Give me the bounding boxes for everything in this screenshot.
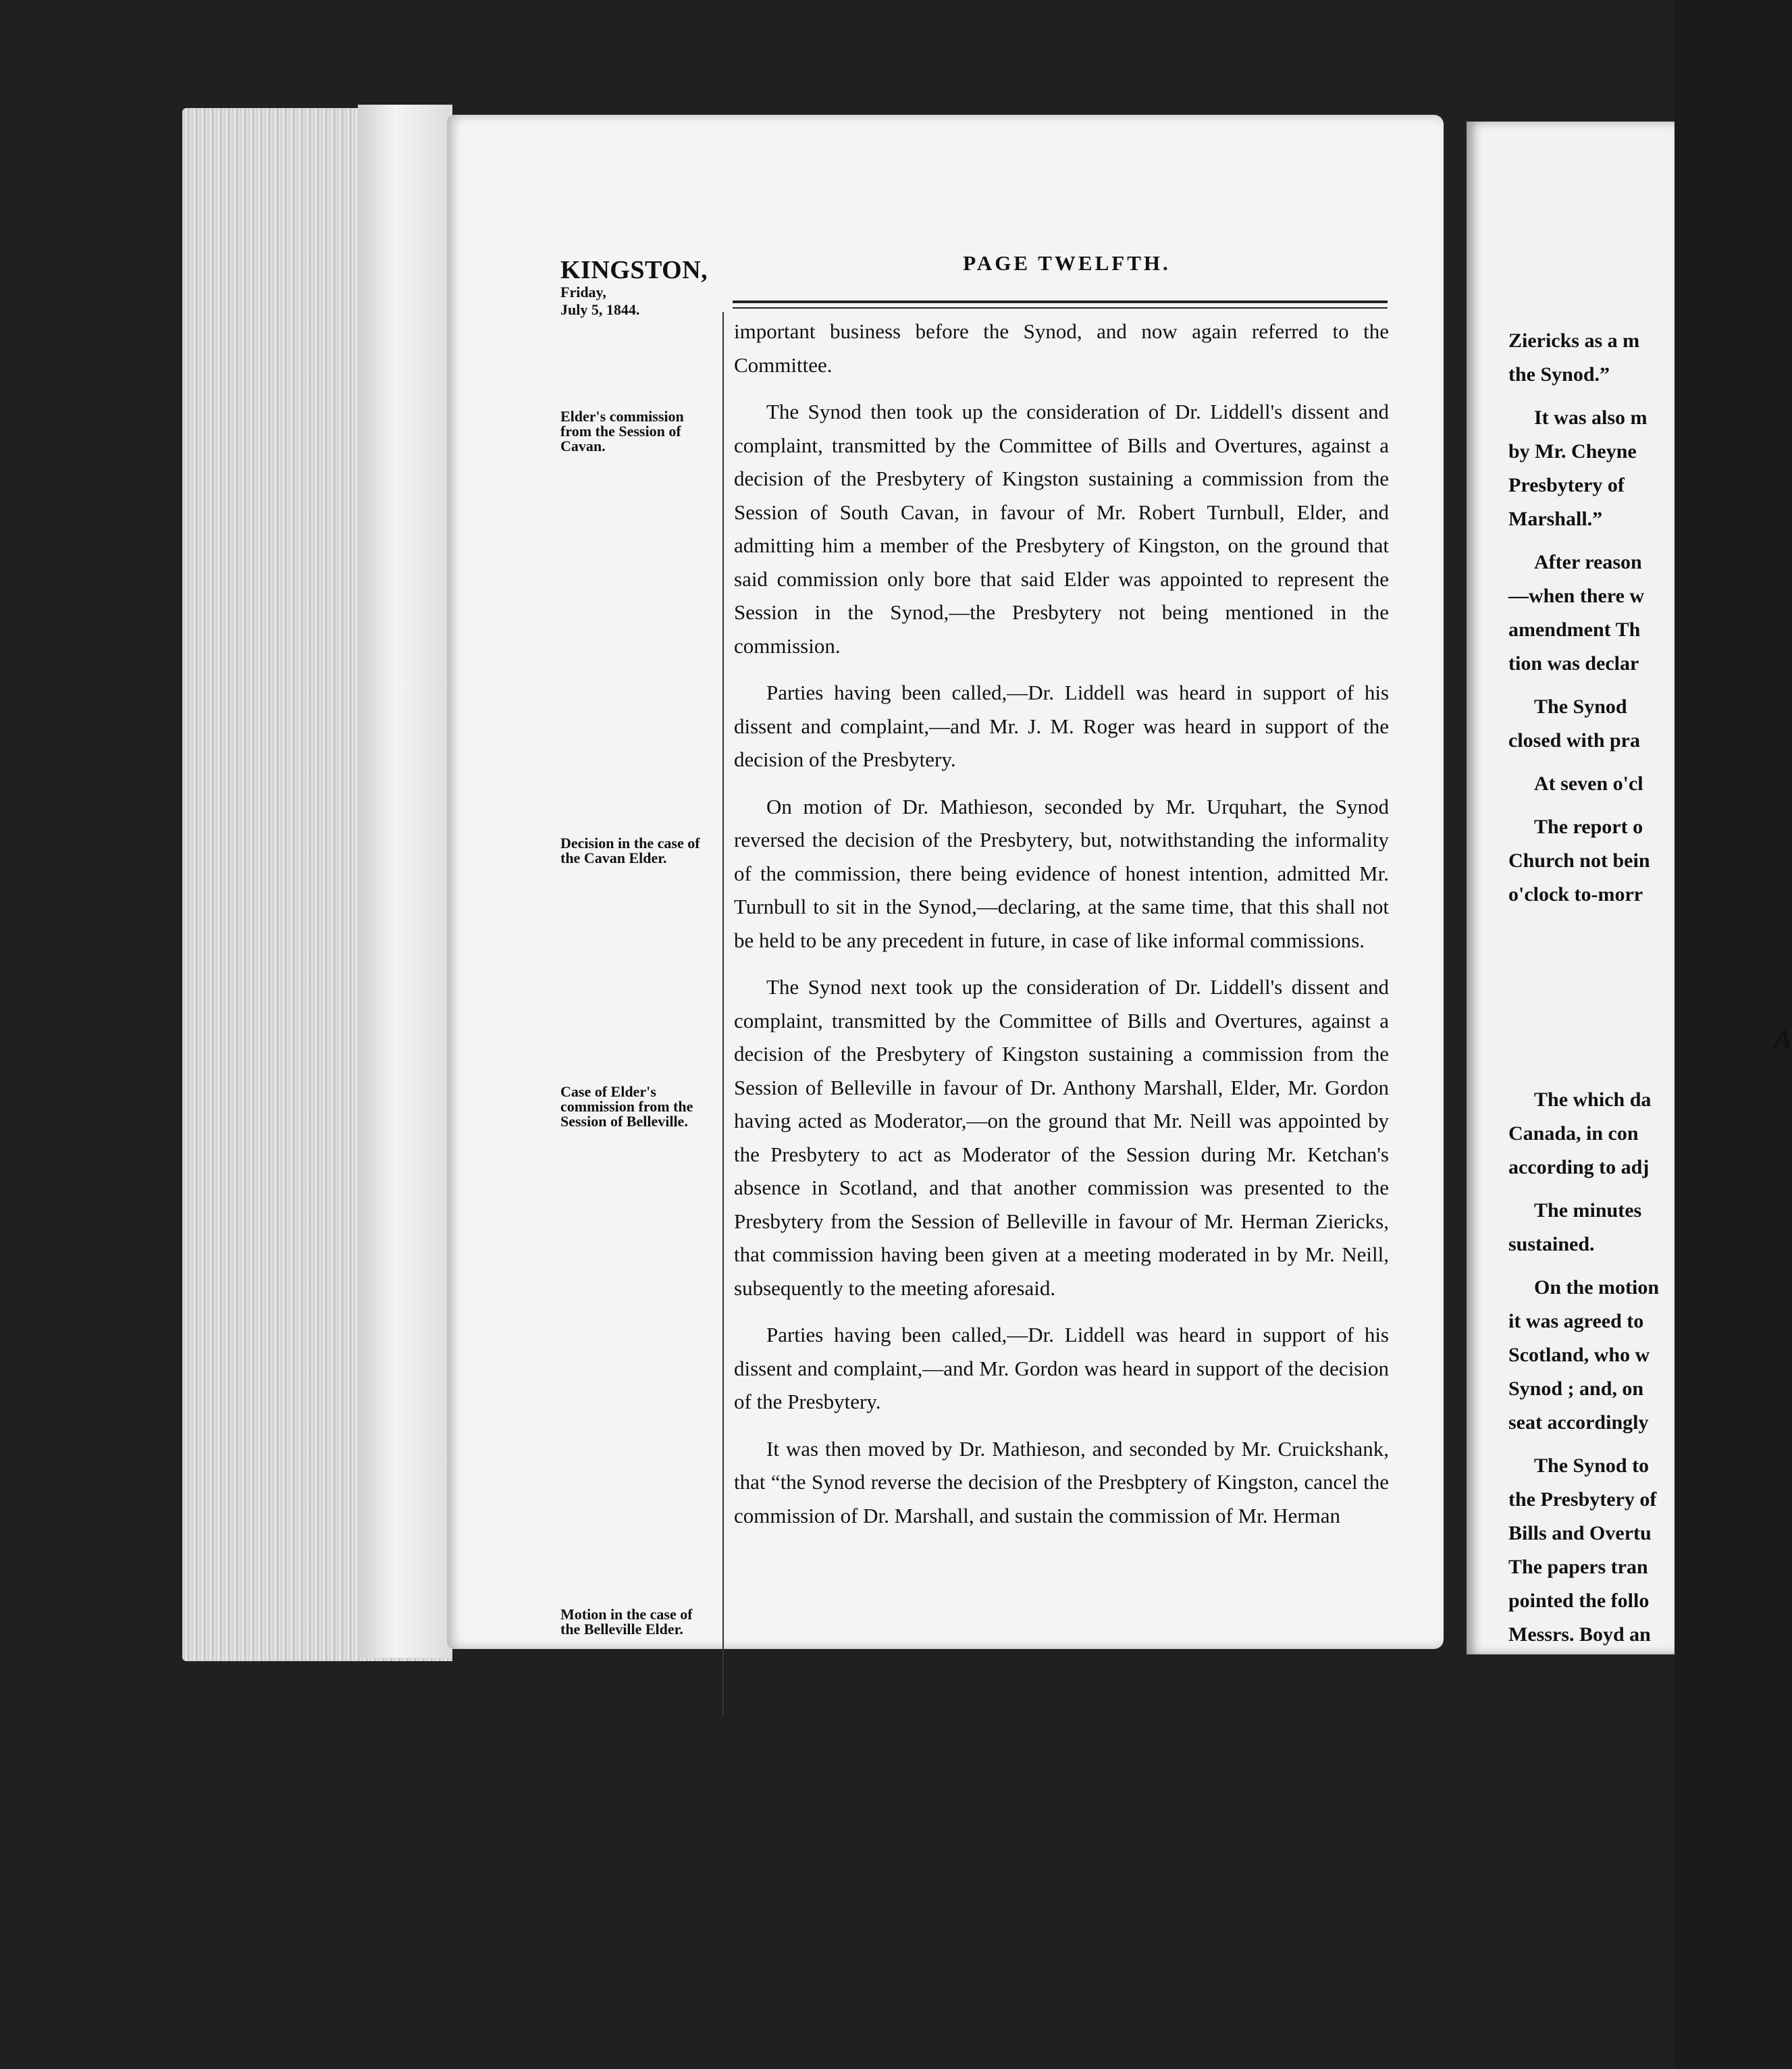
- margin-note: Elder's commission from the Session of Cavan.: [560, 408, 684, 454]
- header-rule-thick: [733, 300, 1388, 303]
- paragraph: Parties having been called,—Dr. Liddell was heard in support of his dissent and complaint,—and Mr. J. M. Roger was heard in support of the decision of the Presbytery.: [734, 681, 1389, 771]
- right-page: [1467, 122, 1792, 1654]
- margin-note: Motion in the case of the Belleville Elder.: [560, 1606, 693, 1638]
- paragraph: The Synod next took up the consideration of Dr. Liddell's dissent and complaint, transmitted by the Committee of Bills and Overtures, against a decision of the Presbytery of Kingston sustaining a commission from the Session of Belleville in favour of Dr. Anthony Marshall, Elder, Mr. Gordon having acted as Moderator,—on the ground that Mr. Neill was appointed by the Presbytery to act as Moderator of the Session during Mr. Ketchan's absence in Scotland, and that another commission was presented to the Presbytery from the Session of Belleville in favour of Mr. Herman Ziericks, that commission having been given at a meeting moderated in by Mr. Neill, subsequently to the meeting aforesaid.: [734, 975, 1389, 1300]
- right-line: At seven o'cl: [1534, 772, 1643, 795]
- paragraph: The Synod then took up the consideration of Dr. Liddell's dissent and complaint, transmitted by the Committee of Bills and Overtures, against a decision of the Presbytery of Kingston sustaining a commission from the Session of South Cavan, in favour of Mr. Robert Turnbull, Elder, and admitting him a member of the Presbytery of Kingston, on the ground that said commission only bore that said Elder was appointed to represent the Session in the Synod,—the Presbytery not being mentioned in the commission.: [734, 400, 1389, 658]
- margin-divider: [722, 312, 724, 1717]
- paragraph: important business before the Synod, and now again referred to the Committee.: [734, 319, 1389, 377]
- header-place: KINGSTON,: [560, 256, 708, 284]
- margin-note: Decision in the case of the Cavan Elder.: [560, 835, 700, 866]
- header-day: Friday,: [560, 284, 606, 300]
- right-line: It was also m by Mr. Cheyne Presbytery of Marshall.”: [1508, 407, 1648, 530]
- right-line: The which da Canada, in con according to adj: [1508, 1089, 1652, 1178]
- right-line: On the motion it was agreed to Scotland, who w Synod ; and, on seat accordingly: [1508, 1276, 1660, 1434]
- right-line: The minutes sustained.: [1508, 1199, 1642, 1255]
- paragraph: It was then moved by Dr. Mathieson, and seconded by Mr. Cruickshank, that “the Synod reverse the decision of the Presbptery of Kingston, cancel the commission of Dr. Marshall, and sustain the commission of Mr. Herman: [734, 1436, 1389, 1527]
- paragraph: Parties having been called,—Dr. Liddell was heard in support of his dissent and complaint,—and Mr. Gordon was heard in support of the decision of the Presbytery.: [734, 1323, 1389, 1413]
- header-date-line: July 5, 1844.: [560, 301, 640, 318]
- right-heading-fragment: A: [1774, 1024, 1792, 1054]
- main-text: [734, 315, 1389, 1546]
- right-line: The Synod to the Presbytery of Bills and Overtu The papers tran pointed the follo Messrs. Boyd an: [1508, 1455, 1657, 1646]
- right-line: The Synod closed with pra: [1508, 696, 1640, 752]
- page-title: PAGE TWELFTH.: [963, 251, 1171, 275]
- header-rule-thin: [733, 307, 1388, 309]
- right-line: The report o Church not bein o'clock to-morr: [1508, 816, 1650, 906]
- right-page-text: [1508, 324, 1792, 1661]
- right-spacer: [1508, 921, 1792, 1022]
- right-line: Ziericks as a m the Synod.”: [1508, 330, 1640, 386]
- margin-note: Case of Elder's commission from the Session of Belleville.: [560, 1083, 693, 1130]
- right-line: After reason —when there w amendment Th tion was declar: [1508, 551, 1645, 675]
- paragraph: On motion of Dr. Mathieson, seconded by Mr. Urquhart, the Synod reversed the decision of the Presbytery, but, notwithstanding the informality of the commission, there being evidence of honest intention, admitted Mr. Turnbull to sit in the Synod,—declaring, at the same time, that this shall not be held to be any precedent in future, in case of like informal commissions.: [734, 794, 1389, 952]
- header-date: [560, 284, 639, 319]
- book-page-stack: [358, 105, 452, 1658]
